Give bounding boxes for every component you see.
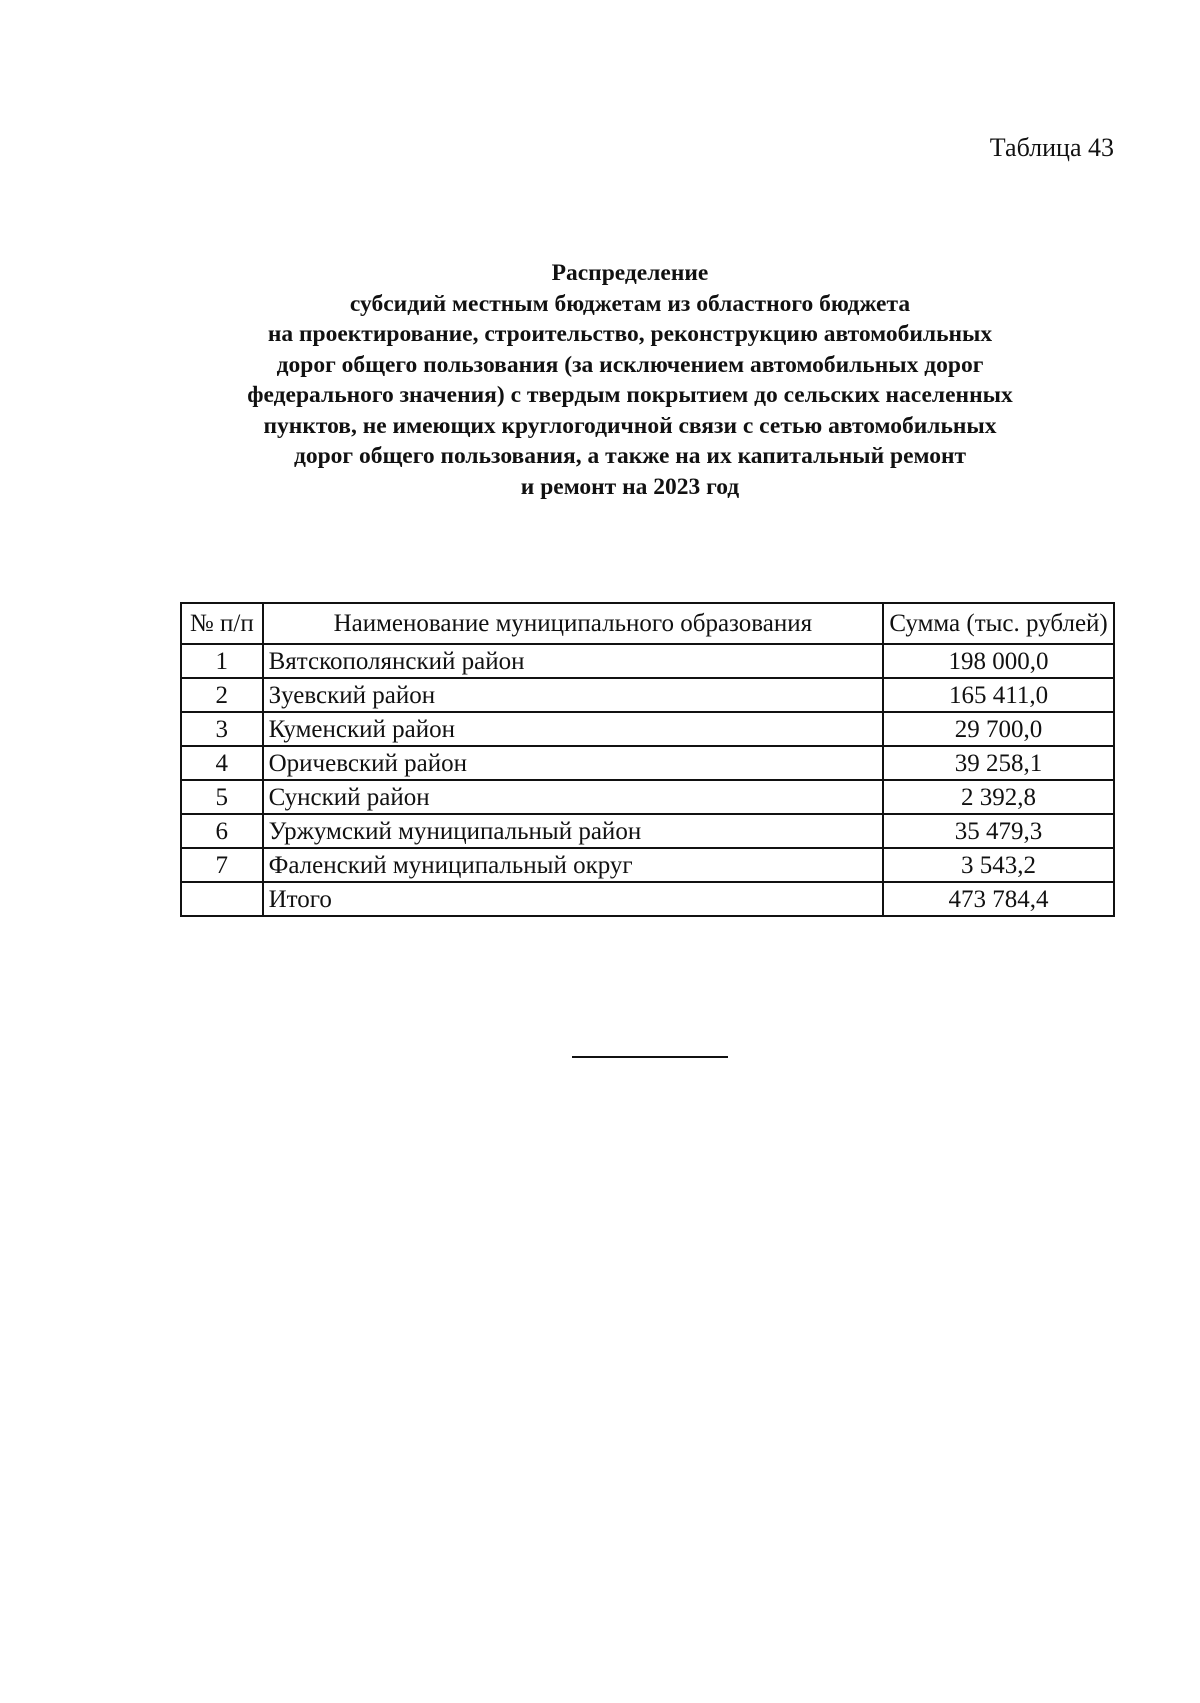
table-row bbox=[181, 712, 1114, 746]
row-number: 3 bbox=[181, 712, 263, 746]
title-line: дорог общего пользования (за исключением автомобильных дорог bbox=[276, 351, 984, 378]
row-number: 7 bbox=[181, 848, 263, 882]
table-header-row bbox=[181, 603, 1114, 644]
table-number-label: Таблица 43 bbox=[989, 133, 1114, 162]
row-municipality-name: Зуевский район bbox=[263, 678, 884, 712]
title-line: Распределение bbox=[551, 260, 709, 286]
row-municipality-name: Оричевский район bbox=[263, 746, 884, 780]
end-separator-line bbox=[572, 1056, 728, 1058]
row-municipality-name: Вятскополянский район bbox=[263, 644, 884, 678]
table-total-row bbox=[181, 882, 1114, 916]
title-line: субсидий местным бюджетам из областного бюджета bbox=[349, 290, 911, 317]
row-number: 1 bbox=[181, 644, 263, 678]
row-sum: 2 392,8 bbox=[883, 780, 1114, 814]
row-sum: 39 258,1 bbox=[883, 746, 1114, 780]
row-municipality-name: Фаленский муниципальный округ bbox=[263, 848, 884, 882]
row-sum: 29 700,0 bbox=[883, 712, 1114, 746]
header-municipality-name: Наименование муниципального образования bbox=[263, 603, 884, 644]
title-line: на проектирование, строительство, реконструкцию автомобильных bbox=[267, 321, 993, 347]
row-number: 4 bbox=[181, 746, 263, 780]
row-number: 2 bbox=[181, 678, 263, 712]
row-sum: 165 411,0 bbox=[883, 678, 1114, 712]
row-number: 6 bbox=[181, 814, 263, 848]
row-number: 5 bbox=[181, 780, 263, 814]
row-municipality-name: Уржумский муниципальный район bbox=[263, 814, 884, 848]
title-line: федерального значения) с твердым покрытием до сельских населенных bbox=[247, 382, 1013, 408]
table-row bbox=[181, 678, 1114, 712]
document-title bbox=[160, 258, 1100, 502]
header-number: № п/п bbox=[181, 603, 263, 644]
title-line: дорог общего пользования, а также на их капитальный ремонт bbox=[293, 443, 967, 469]
total-label: Итого bbox=[263, 882, 884, 916]
header-sum: Сумма (тыс. рублей) bbox=[883, 603, 1114, 644]
row-sum: 3 543,2 bbox=[883, 848, 1114, 882]
table-row bbox=[181, 814, 1114, 848]
title-line: пунктов, не имеющих круглогодичной связи с сетью автомобильных bbox=[263, 412, 997, 439]
title-line: и ремонт на 2023 год bbox=[520, 473, 740, 500]
table-row bbox=[181, 746, 1114, 780]
table-row bbox=[181, 780, 1114, 814]
table-row bbox=[181, 644, 1114, 678]
row-municipality-name: Куменский район bbox=[263, 712, 884, 746]
row-municipality-name: Сунский район bbox=[263, 780, 884, 814]
total-number bbox=[181, 882, 263, 916]
table-row bbox=[181, 848, 1114, 882]
total-sum: 473 784,4 bbox=[883, 882, 1114, 916]
row-sum: 198 000,0 bbox=[883, 644, 1114, 678]
subsidy-distribution-table bbox=[180, 602, 1115, 917]
row-sum: 35 479,3 bbox=[883, 814, 1114, 848]
